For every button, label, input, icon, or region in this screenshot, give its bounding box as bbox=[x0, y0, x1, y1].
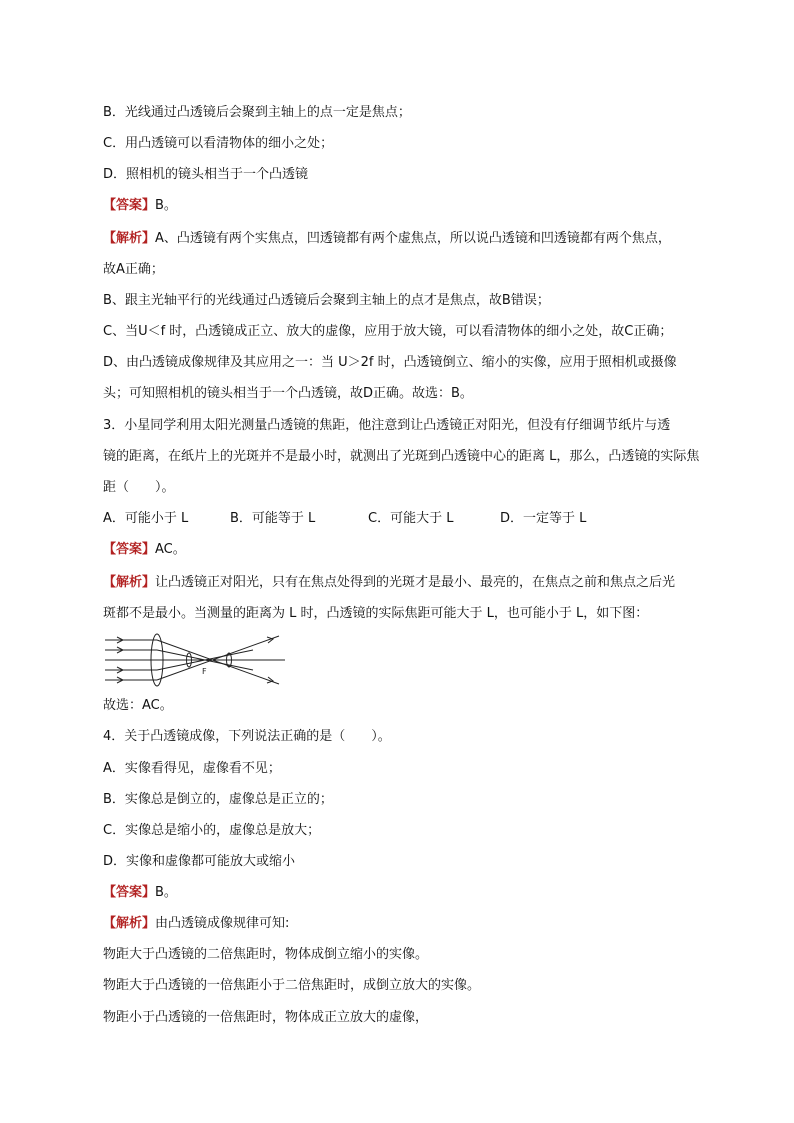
q2-analysis-line-2: 故A正确； bbox=[103, 262, 164, 277]
q4-analysis-line-2: 物距大于凸透镜的二倍焦距时，物体成倒立缩小的实像。 bbox=[103, 947, 429, 962]
q2-answer bbox=[103, 197, 177, 215]
q4-option-c: C．实像总是缩小的，虚像总是放大； bbox=[103, 823, 321, 838]
q4-stem: 4．关于凸透镜成像，下列说法正确的是（ ）。 bbox=[103, 729, 391, 744]
answer-text: B。 bbox=[155, 885, 177, 900]
answer-label: 【答案】 bbox=[103, 885, 156, 900]
q3-option-b: B．可能等于 L bbox=[230, 511, 316, 526]
q3-choose: 故选：AC。 bbox=[103, 698, 173, 713]
q3-option-a: A．可能小于 L bbox=[103, 511, 189, 526]
q4-analysis-line-3: 物距大于凸透镜的一倍焦距小于二倍焦距时，成倒立放大的实像。 bbox=[103, 978, 481, 993]
answer-label: 【答案】 bbox=[103, 198, 156, 213]
q2-option-d: D．照相机的镜头相当于一个凸透镜 bbox=[103, 167, 309, 182]
q4-analysis-line-4: 物距小于凸透镜的一倍焦距时，物体成正立放大的虚像， bbox=[103, 1010, 429, 1025]
refracted-ray-2 bbox=[157, 636, 279, 680]
q2-option-c: C．用凸透镜可以看清物体的细小之处； bbox=[103, 136, 334, 151]
q3-stem-line-3: 距（ ）。 bbox=[103, 480, 175, 495]
q2-analysis-line-3: B、跟主光轴平行的光线通过凸透镜后会聚到主轴上的点才是焦点，故B错误； bbox=[103, 293, 550, 308]
analysis-text: 由凸透镜成像规律可知: bbox=[155, 916, 290, 931]
analysis-text: A、凸透镜有两个实焦点，凹透镜都有两个虚焦点，所以说凸透镜和凹透镜都有两个焦点， bbox=[155, 231, 671, 246]
q2-analysis-line-5: D、由凸透镜成像规律及其应用之一：当 U＞2f 时，凸透镜倒立、缩小的实像，应用于照相机或摄像 bbox=[103, 355, 677, 370]
q3-option-c: C．可能大于 L bbox=[368, 511, 454, 526]
analysis-text: 让凸透镜正对阳光，只有在焦点处得到的光斑才是最小、最亮的，在焦点之前和焦点之后光 bbox=[155, 575, 676, 590]
q4-answer bbox=[103, 884, 177, 902]
q3-stem-line-1: 3．小星同学利用太阳光测量凸透镜的焦距，他注意到让凸透镜正对阳光，但没有仔细调节纸片与透 bbox=[103, 418, 671, 433]
q3-stem-line-2: 镜的距离，在纸片上的光斑并不是最小时，就测出了光斑到凸透镜中心的距离 L，那么，凸透镜的实际焦 bbox=[103, 449, 700, 464]
lens-ray-diagram bbox=[103, 632, 287, 688]
refracted-ray-1 bbox=[157, 640, 279, 684]
q3-option-d: D．一定等于 L bbox=[500, 511, 587, 526]
q4-option-a: A．实像看得见，虚像看不见； bbox=[103, 761, 281, 776]
q3-answer bbox=[103, 541, 186, 559]
analysis-label: 【解析】 bbox=[103, 916, 156, 931]
q2-analysis-line-1 bbox=[103, 230, 671, 248]
answer-label: 【答案】 bbox=[103, 542, 156, 557]
analysis-label: 【解析】 bbox=[103, 231, 156, 246]
answer-text: B。 bbox=[155, 198, 177, 213]
answer-text: AC。 bbox=[155, 542, 186, 557]
q4-analysis-line-1 bbox=[103, 915, 289, 933]
q3-analysis-line-2: 斑都不是最小。当测量的距离为 L 时，凸透镜的实际焦距可能大于 L，也可能小于 L，如下图： bbox=[103, 606, 649, 621]
q3-analysis-line-1 bbox=[103, 574, 675, 592]
q2-analysis-line-4: C、当U＜f 时，凸透镜成正立、放大的虚像，应用于放大镜，可以看清物体的细小之处，故C正确； bbox=[103, 324, 673, 339]
focus-label: F bbox=[202, 667, 207, 676]
analysis-label: 【解析】 bbox=[103, 575, 156, 590]
q2-analysis-line-6: 头；可知照相机的镜头相当于一个凸透镜，故D正确。故选：B。 bbox=[103, 386, 473, 401]
q2-option-b: B．光线通过凸透镜后会聚到主轴上的点一定是焦点； bbox=[103, 105, 411, 120]
q4-option-b: B．实像总是倒立的，虚像总是正立的； bbox=[103, 792, 333, 807]
q4-option-d: D．实像和虚像都可能放大或缩小 bbox=[103, 854, 296, 869]
